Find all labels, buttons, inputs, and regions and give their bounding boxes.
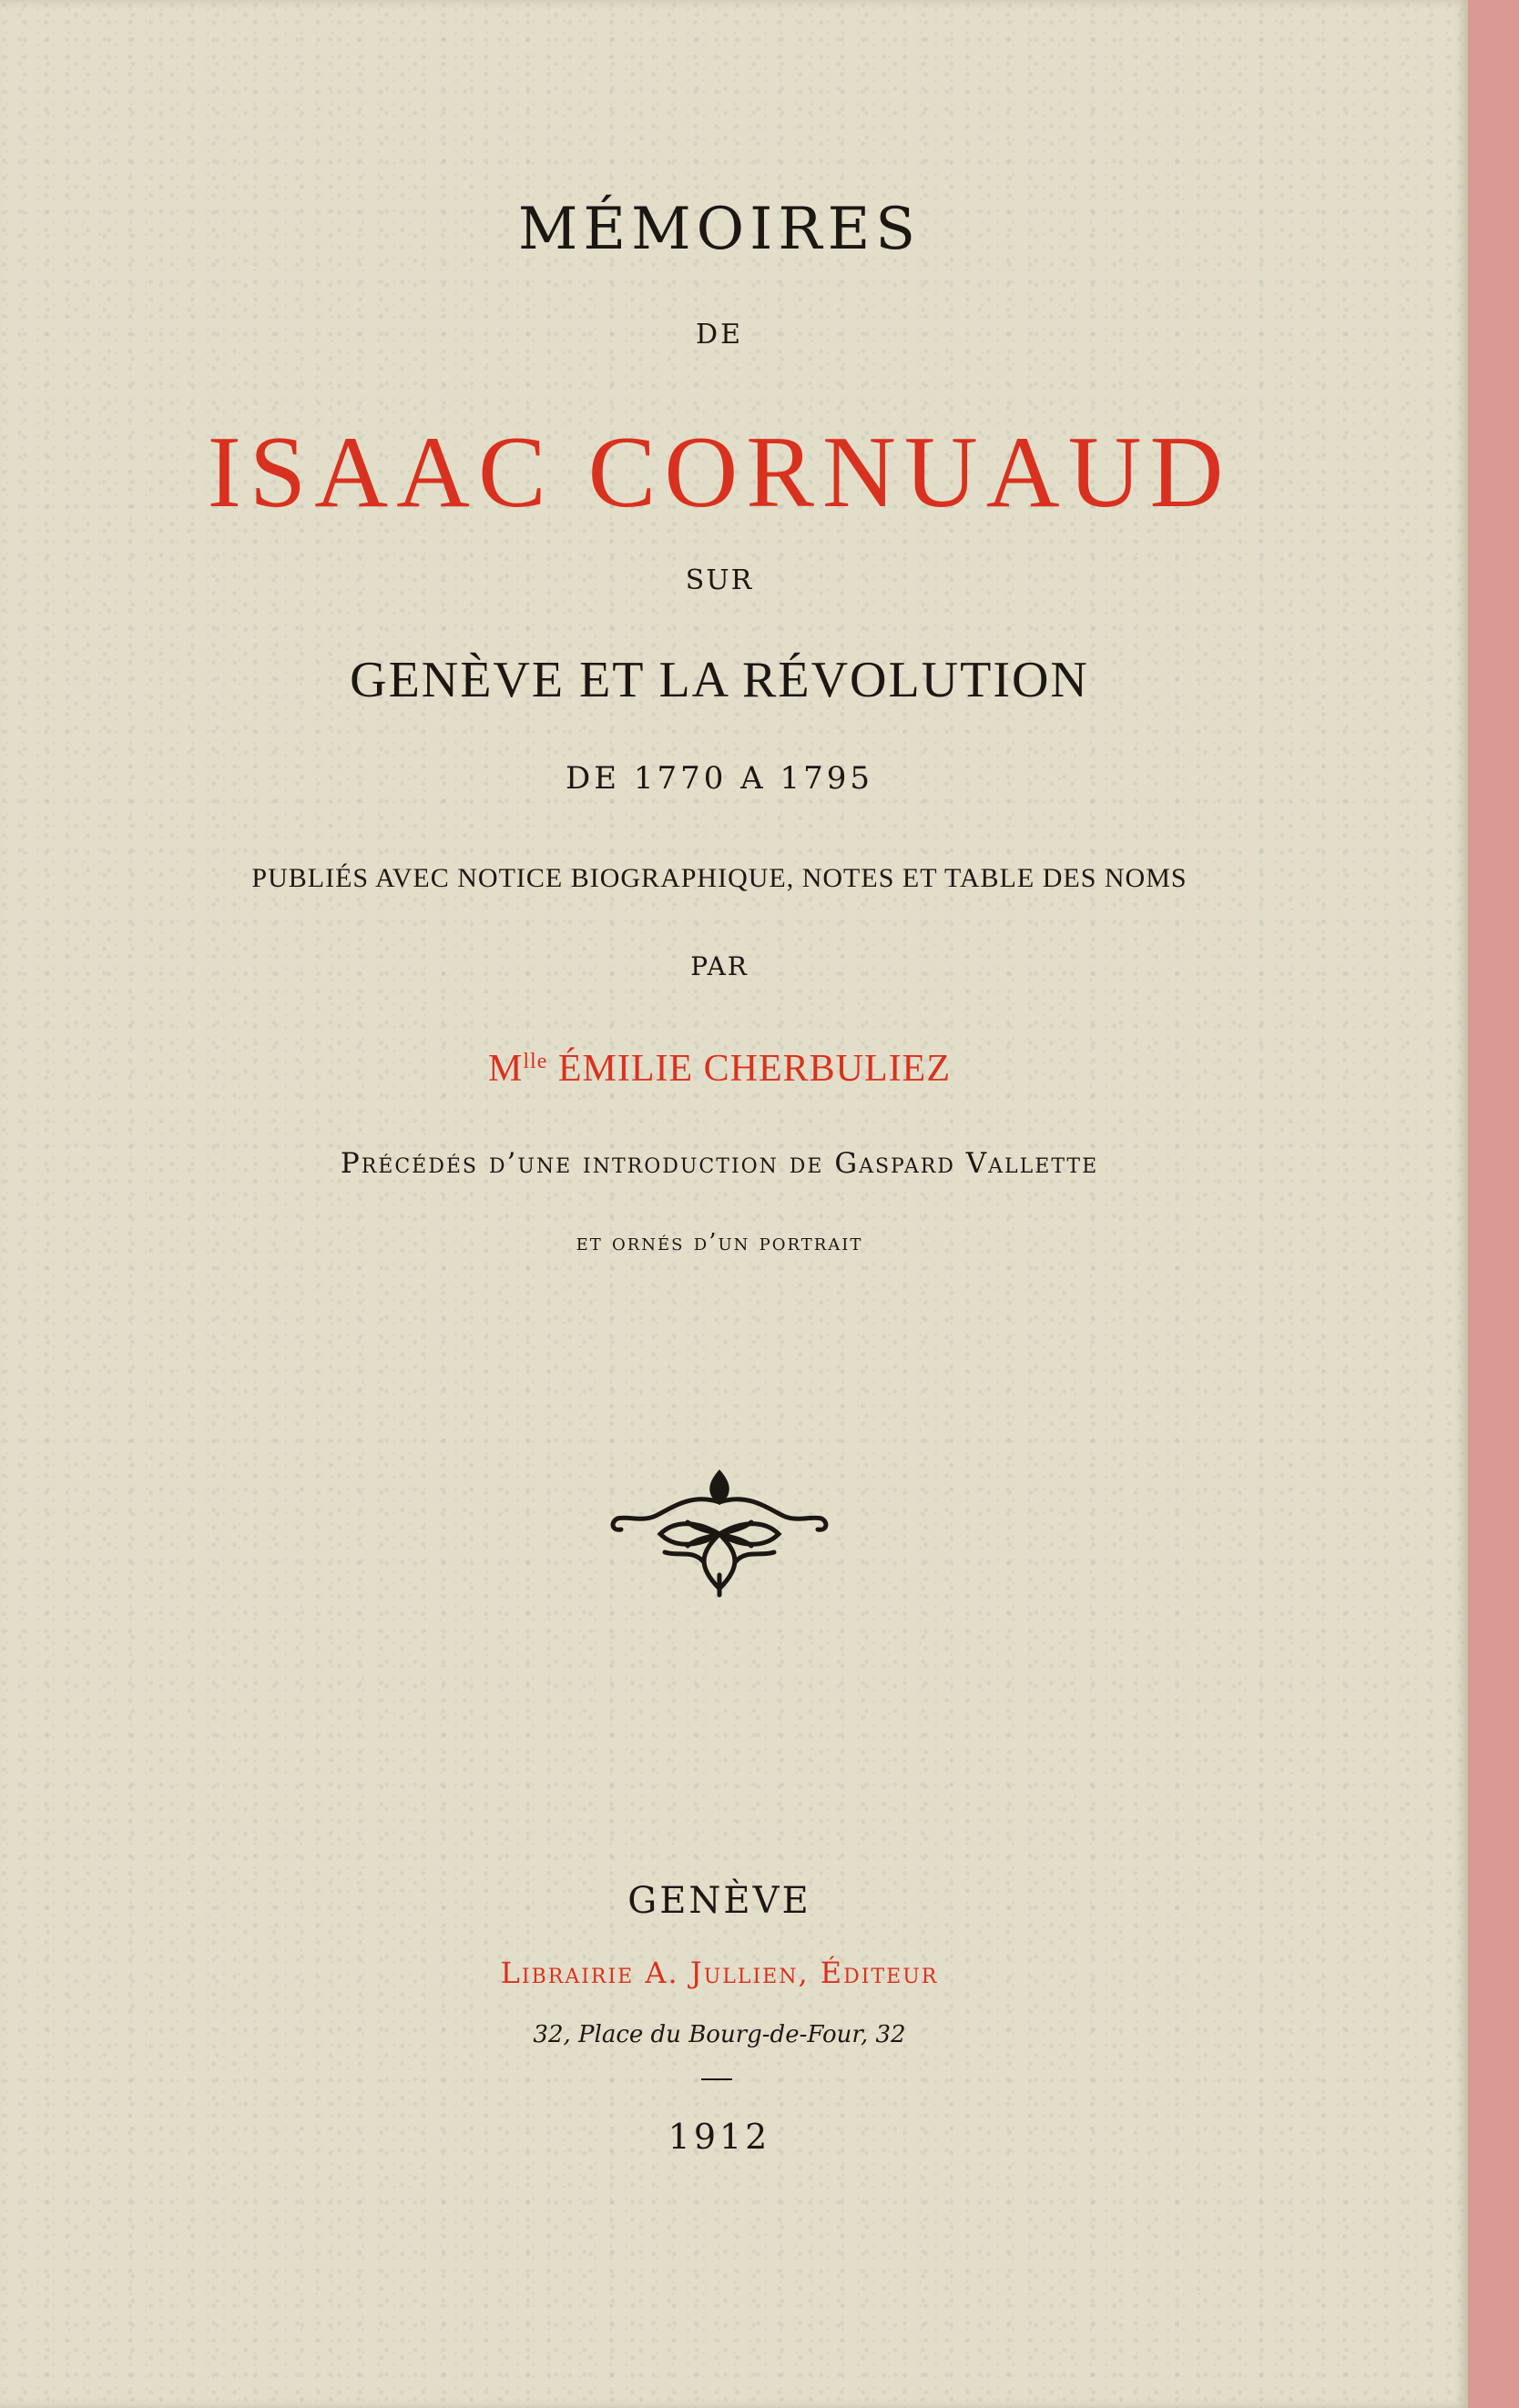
editor-prefix: M: [488, 1048, 524, 1090]
publication-city: GENÈVE: [627, 1880, 811, 1922]
divider-rule: [701, 2078, 732, 2080]
sur-connector: SUR: [685, 564, 754, 596]
date-range: DE 1770 A 1795: [565, 760, 874, 797]
introduction-note: Précédés d’une introduction de Gaspard Vallette: [340, 1147, 1099, 1180]
subject-author-name: ISAAC CORNUAUD: [207, 416, 1232, 529]
memoires-title: MÉMOIRES: [517, 196, 922, 263]
subject-title: GENÈVE ET LA RÉVOLUTION: [350, 652, 1089, 708]
editor-name-text: ÉMILIE CHERBULIEZ: [547, 1048, 951, 1090]
par-connector: PAR: [690, 951, 749, 981]
portrait-note: et ornés d’un portrait: [576, 1229, 863, 1256]
fleuron-ornament-icon: [601, 1466, 838, 1602]
publisher-address: 32, Place du Bourg-de-Four, 32: [533, 2021, 906, 2048]
de-connector: DE: [696, 319, 743, 351]
publication-note: PUBLIÉS AVEC NOTICE BIOGRAPHIQUE, NOTES ET TABLE DES NOMS: [251, 863, 1188, 893]
editor-name: [0, 1047, 1439, 1091]
editor-superscript: lle: [523, 1050, 548, 1073]
publisher-name: Librairie A. Jullien, Éditeur: [500, 1956, 939, 1990]
publication-year: 1912: [668, 2117, 771, 2157]
